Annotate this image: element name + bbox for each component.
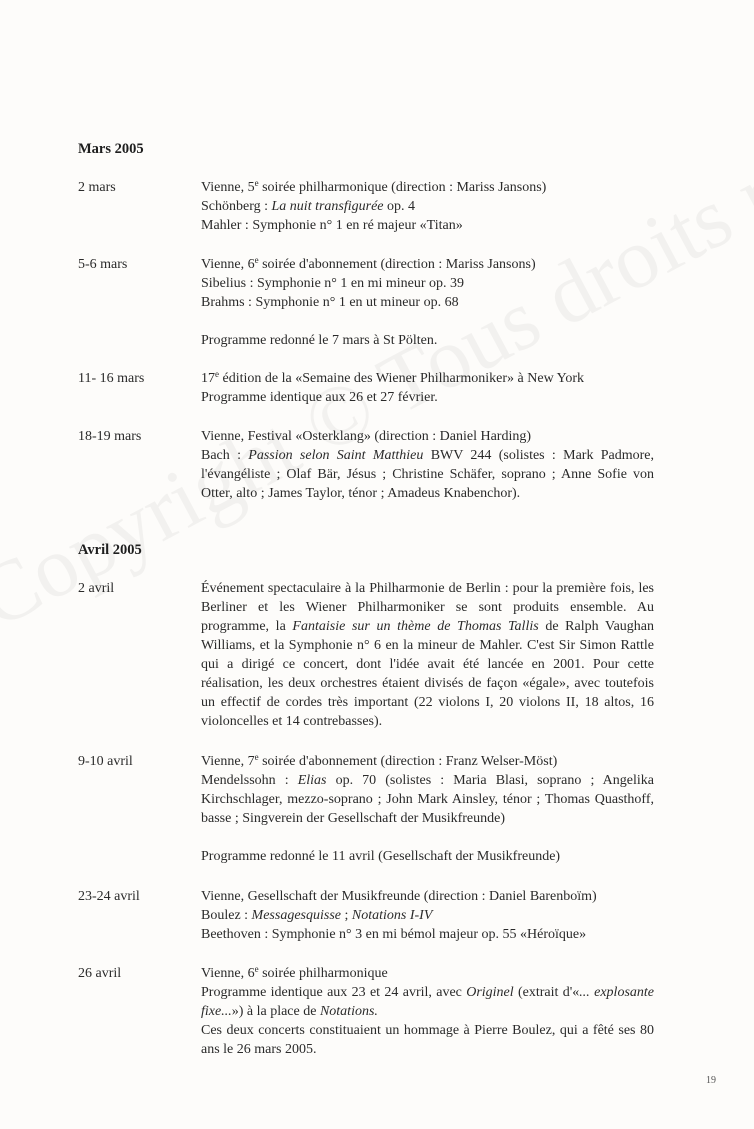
entry-body: Vienne, 7e soirée d'abonnement (direction : Franz Welser-Möst) Mendelssohn : Elias op. 70 (solistes : Maria Blasi, soprano ; Angelika Kirchschlager, mezzo-soprano ; John Mark Ainsley, ténor ; Thomas Quasthoff, basse ; Singverein der Gesellschaft der Musikfreunde) Programme redonné le 11 avril (Gesellschaft der Musikfreunde) <box>201 752 654 864</box>
entry-note: Programme redonné le 11 avril (Gesellschaft der Musikfreunde) <box>201 849 561 864</box>
section-title-mars: Mars 2005 <box>78 141 144 157</box>
entry-body: Vienne, Festival «Osterklang» (direction : Daniel Harding) Bach : Passion selon Saint Matthieu BWV 244 (solistes : Mark Padmore, l'évangéliste ; Olaf Bär, Jésus ; Christine Schäfer, soprano ; Anne Sofie von Otter, alto ; James Taylor, ténor ; Amadeus Knabenchor). <box>201 429 655 501</box>
entry-body: Vienne, 6e soirée philharmonique Programme identique aux 23 et 24 avril, avec Originel (extrait d'«... explosante fixe...») à la place de Notations. Ces deux concerts constituaient un hommage à Pierre Boulez, qui a fêté ses 80 ans le 26 mars 2005. <box>201 964 655 1057</box>
entry-date: 26 avril <box>78 966 122 981</box>
entry-body: Vienne, 5e soirée philharmonique (direction : Mariss Jansons) Schönberg : La nuit transfigurée op. 4 Mahler : Symphonie n° 1 en ré majeur «Titan» <box>201 178 547 233</box>
entry-date: 23-24 avril <box>78 889 140 904</box>
entry-note: Programme redonné le 7 mars à St Pölten. <box>201 333 438 348</box>
section-title-avril: Avril 2005 <box>78 542 142 558</box>
entry-date: 18-19 mars <box>78 429 142 444</box>
entry-body: Événement spectaculaire à la Philharmonie de Berlin : pour la première fois, les Berliner et les Wiener Philharmoniker se sont produits ensemble. Au programme, la Fantaisie sur un thème de Thomas Tallis de Ralph Vaughan Williams, et la Symphonie n° 6 en la mineur de Mahler. C'est Sir Simon Rattle qui a dirigé ce concert, dont l'idée avait été lancée en 2001. Pour cette réalisation, les deux orchestres étaient divisés de façon «égale», avec toutefois un effectif de cordes très important (22 violons I, 20 violons II, 18 altos, 16 violoncelles et 14 contrebasses). <box>201 581 654 729</box>
entry-date: 2 mars <box>78 180 116 195</box>
entry-date: 11- 16 mars <box>78 371 145 386</box>
entry-body: 17e édition de la «Semaine des Wiener Philharmoniker» à New York Programme identique aux 26 et 27 février. <box>201 369 585 405</box>
page-number: 19 <box>706 1075 716 1086</box>
entry-body: Vienne, 6e soirée d'abonnement (direction : Mariss Jansons) Sibelius : Symphonie n° 1 en mi mineur op. 39 Brahms : Symphonie n° 1 en ut mineur op. 68 Programme redonné le 7 mars à St Pölten. <box>201 255 654 350</box>
entry-date: 2 avril <box>78 581 115 596</box>
entry-date: 9-10 avril <box>78 754 133 769</box>
entry-body: Vienne, Gesellschaft der Musikfreunde (direction : Daniel Barenboïm) Boulez : Messagesquisse ; Notations I-IV Beethoven : Symphonie n° 3 en mi bémol majeur op. 55 «Héroïque» <box>201 889 597 942</box>
entry-date: 5-6 mars <box>78 257 128 272</box>
